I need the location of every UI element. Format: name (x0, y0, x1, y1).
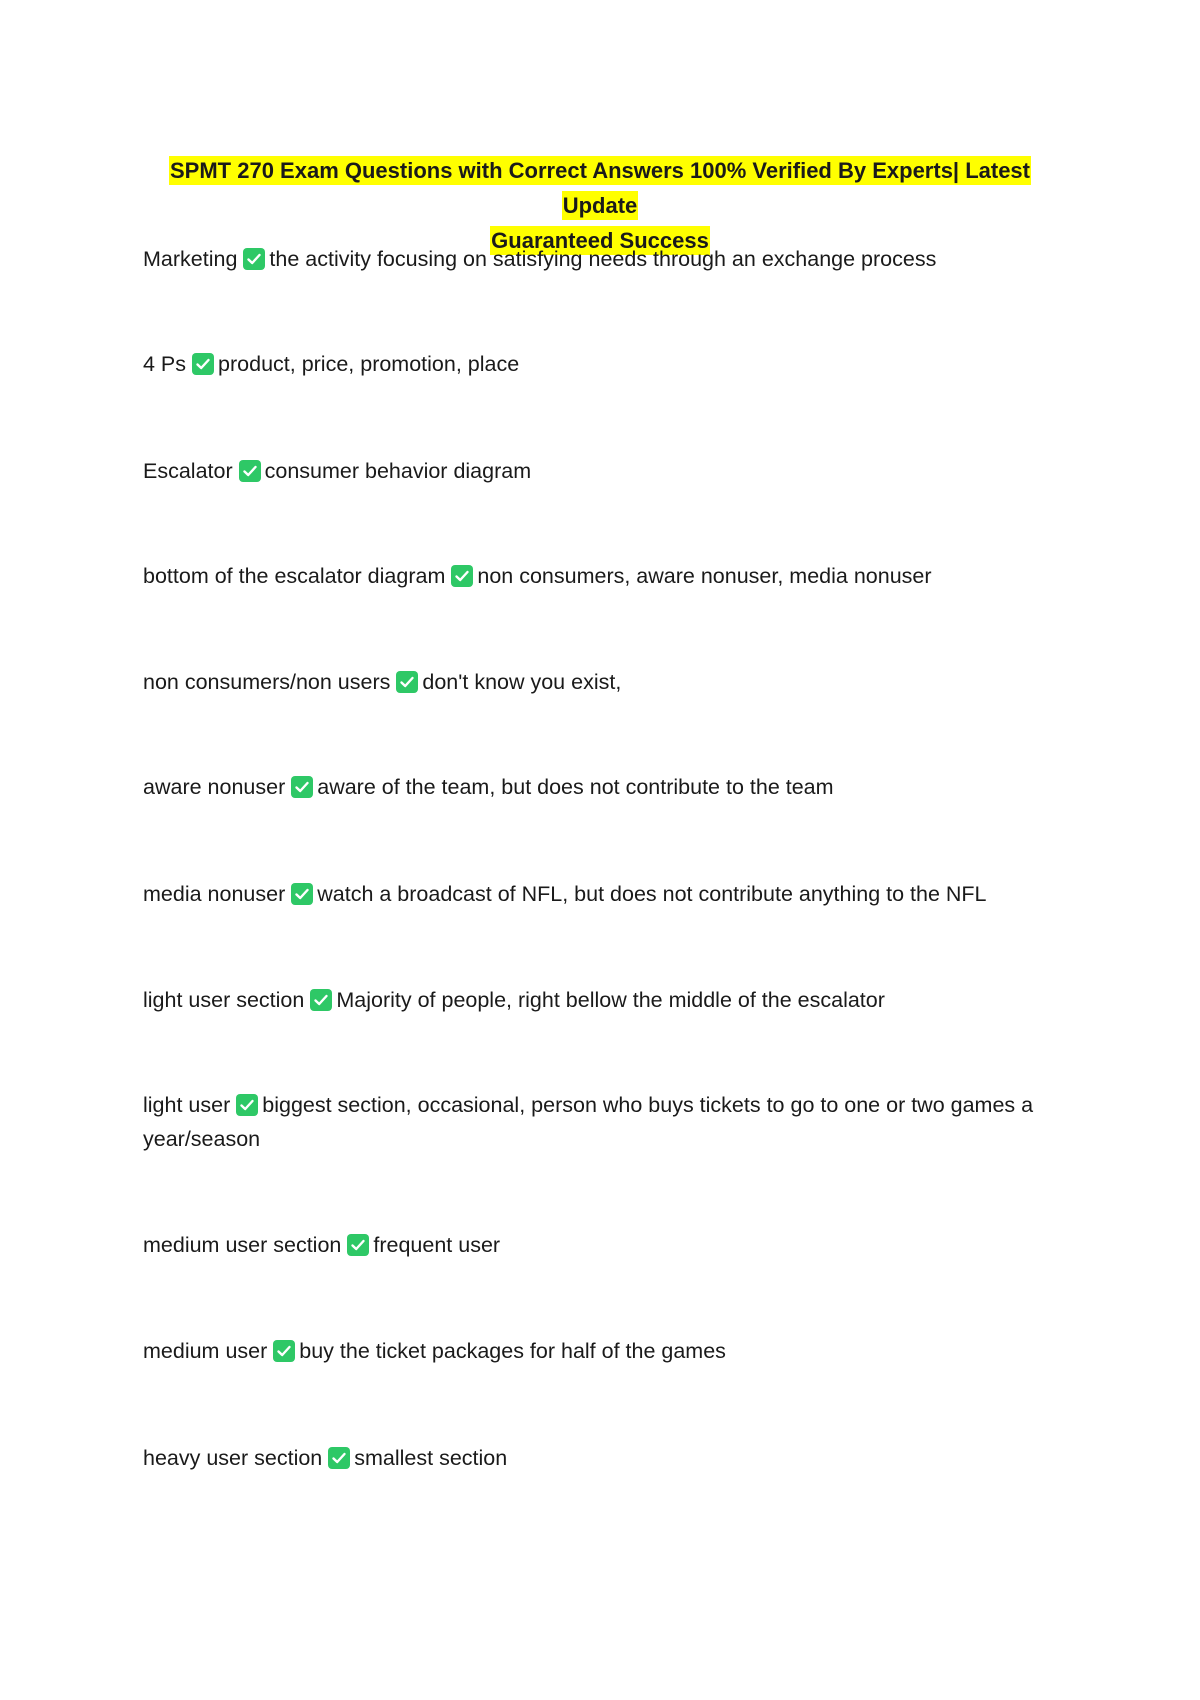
check-mark-icon (347, 1234, 369, 1256)
qa-term: Marketing (143, 247, 238, 271)
qa-item (143, 559, 1063, 593)
qa-item (143, 242, 1063, 276)
qa-definition: aware of the team, but does not contribute to the team (317, 775, 834, 799)
check-mark-icon (328, 1447, 350, 1469)
check-mark-icon (396, 671, 418, 693)
qa-definition: don't know you exist, (422, 670, 622, 694)
check-mark-icon (451, 565, 473, 587)
check-mark-icon (236, 1094, 258, 1116)
check-mark-icon (192, 353, 214, 375)
qa-definition: buy the ticket packages for half of the games (299, 1339, 726, 1363)
check-mark-icon (310, 989, 332, 1011)
qa-term: aware nonuser (143, 775, 286, 799)
qa-item (143, 1441, 1063, 1475)
qa-term: media nonuser (143, 882, 286, 906)
qa-definition: the activity focusing on satisfying needs through an exchange process (269, 247, 937, 271)
check-mark-icon (243, 248, 265, 270)
qa-term: 4 Ps (143, 352, 187, 376)
qa-definition: biggest section, occasional, person who buys tickets to go to one or two games a year/season (143, 1093, 1034, 1151)
qa-definition: smallest section (354, 1446, 508, 1470)
qa-definition: product, price, promotion, place (218, 352, 520, 376)
qa-item (143, 1088, 1063, 1156)
title-line-2: Guaranteed Success (491, 228, 709, 253)
qa-term: light user section (143, 988, 305, 1012)
qa-definition: watch a broadcast of NFL, but does not contribute anything to the NFL (317, 882, 987, 906)
title-line-1: SPMT 270 Exam Questions with Correct Answers 100% Verified By Experts| Latest Update (170, 158, 1030, 218)
qa-definition: non consumers, aware nonuser, media nonuser (477, 564, 932, 588)
qa-definition: Majority of people, right bellow the middle of the escalator (336, 988, 885, 1012)
qa-term: heavy user section (143, 1446, 323, 1470)
check-mark-icon (273, 1340, 295, 1362)
qa-item (143, 1334, 1063, 1368)
qa-item (143, 454, 1063, 488)
qa-item (143, 770, 1063, 804)
qa-term: light user (143, 1093, 231, 1117)
check-mark-icon (291, 883, 313, 905)
check-mark-icon (239, 460, 261, 482)
qa-definition: consumer behavior diagram (264, 459, 532, 483)
qa-item (143, 983, 1063, 1017)
qa-item (143, 1228, 1063, 1262)
qa-term: medium user (143, 1339, 268, 1363)
qa-term: non consumers/non users (143, 670, 391, 694)
qa-item (143, 877, 1063, 911)
check-mark-icon (291, 776, 313, 798)
qa-term: medium user section (143, 1233, 342, 1257)
qa-term: bottom of the escalator diagram (143, 564, 446, 588)
qa-definition: frequent user (373, 1233, 501, 1257)
qa-item (143, 347, 1063, 381)
qa-term: Escalator (143, 459, 233, 483)
qa-item (143, 665, 1063, 699)
